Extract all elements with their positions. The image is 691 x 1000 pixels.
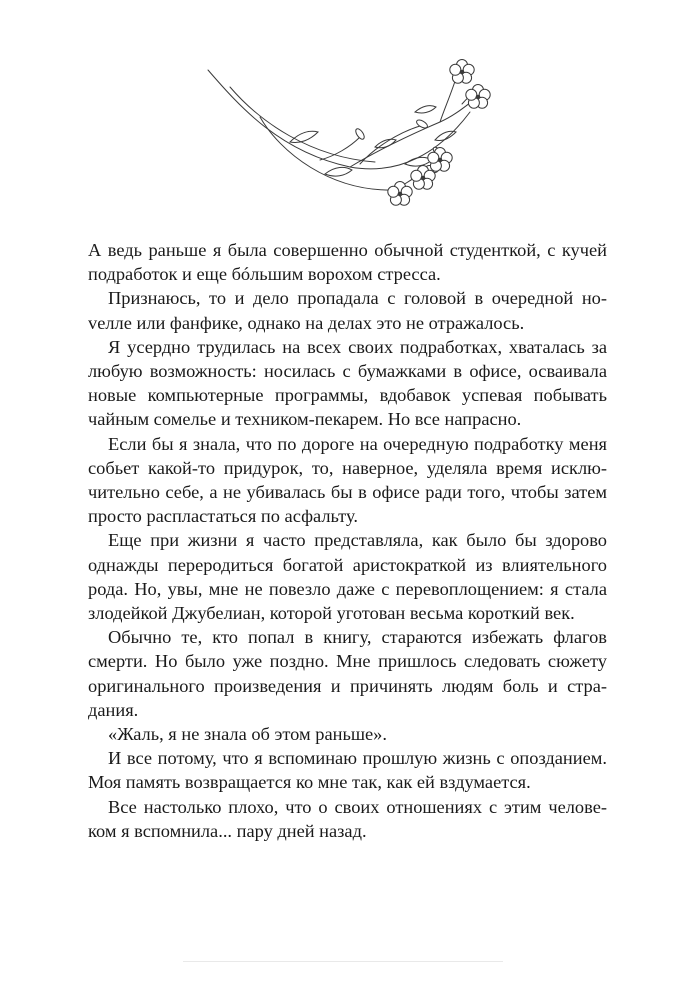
paragraph: И все потому, что я вспоминаю прошлую жизнь с опозданием. Моя память возвращается ко мне так, как ей вздумается. (88, 748, 607, 793)
floral-branch-icon (200, 52, 500, 214)
body-text (88, 238, 607, 843)
paragraph: Если бы я знала, что по дороге на очередную подработку меня собьет какой-то придурок, то, наверное, уделяла время исключительно себе, а не убивалась бы в офисе ради того, чтобы затем просто распластаться по асфальту. (88, 433, 607, 527)
paragraph: А ведь раньше я была совершенно обычной студенткой, с кучей подработок и еще бóльшим ворохом стресса. (88, 240, 607, 285)
paragraph: «Жаль, я не знала об этом раньше». (108, 724, 387, 745)
paragraph: Обычно те, кто попал в книгу, стараются избежать флагов смерти. Но было уже поздно. Мне пришлось следовать сюжету оригинального произведения и причинять людям боль и страдания. (88, 627, 607, 720)
paragraph: Еще при жизни я часто представляла, как было бы здорово однажды переродиться богатой аристократкой из влиятельного рода. Но, увы, мне не повезло даже с перевоплощением: я стала злодейкой Джубелиан, которой уготован весьма короткий век. (88, 530, 607, 624)
paragraph: Я усердно трудилась на всех своих подработках, хваталась за любую возможность: носилась с бумажками в офисе, осваивала новые компьютерные программы, вдобавок успевая побывать чайным сомелье и техником-пекарем. Но все напрасно. (88, 336, 607, 430)
footer-divider (183, 961, 503, 962)
paragraph: Признаюсь, то и дело пропадала с головой в очередной ноvелле или фанфике, однако на делах это не отражалось. (88, 288, 607, 333)
paragraph: Все настолько плохо, что о своих отношениях с этим человеком я вспомнила... пару дней назад. (88, 796, 607, 841)
